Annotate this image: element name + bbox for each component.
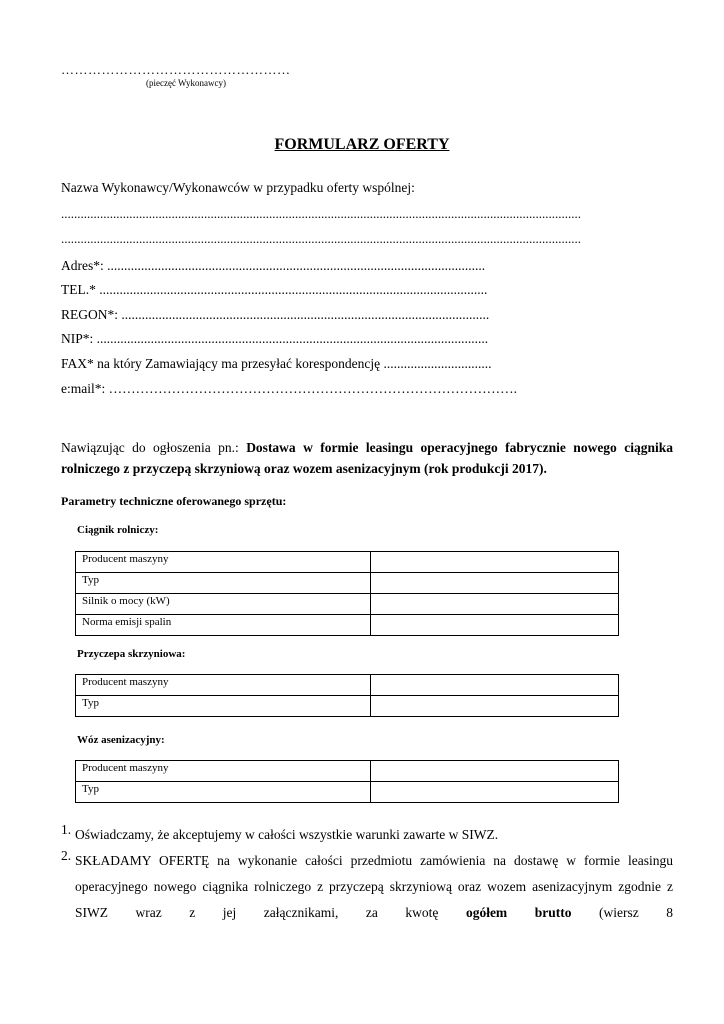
row-label: Norma emisji spalin	[76, 615, 371, 636]
table-row	[76, 675, 619, 696]
row-label: Producent maszyny	[76, 761, 371, 782]
row-label: Typ	[76, 696, 371, 717]
contractor-name-line-2[interactable]: ................................................................................................................................................................	[61, 231, 581, 246]
regon-field[interactable]: REGON*: .............................................................................................................	[61, 307, 490, 322]
declaration-bold-amount: ogółem brutto	[465, 905, 572, 920]
stamp-dotted-line: ……………………………………………	[61, 62, 291, 77]
table-row	[76, 615, 619, 636]
declaration-text	[75, 848, 673, 926]
value-cell[interactable]	[371, 573, 619, 594]
trailer-heading: Przyczepa skrzyniowa:	[77, 648, 186, 660]
row-label: Producent maszyny	[76, 675, 371, 696]
table-row	[76, 696, 619, 717]
intro-paragraph	[61, 437, 673, 479]
value-cell[interactable]	[371, 675, 619, 696]
value-cell[interactable]	[371, 594, 619, 615]
table-row	[76, 782, 619, 803]
value-cell[interactable]	[371, 615, 619, 636]
row-label: Silnik o mocy (kW)	[76, 594, 371, 615]
tanker-table	[75, 760, 619, 803]
fax-field[interactable]: FAX* na który Zamawiający ma przesyłać korespondencję ................................	[61, 356, 492, 371]
email-field[interactable]: e:mail*: ……………………………………………………………………………….	[61, 381, 517, 396]
tractor-table	[75, 551, 619, 636]
value-cell[interactable]	[371, 552, 619, 573]
list-number: 2.	[61, 848, 72, 863]
tanker-heading: Wóz asenizacyjny:	[77, 734, 165, 746]
declaration-text-part: (wiersz 8	[571, 905, 673, 920]
page-title: FORMULARZ OFERTY	[274, 136, 450, 153]
table-row	[76, 552, 619, 573]
contractor-name-label: Nazwa Wykonawcy/Wykonawców w przypadku oferty wspólnej:	[61, 180, 415, 195]
value-cell[interactable]	[371, 782, 619, 803]
row-label: Typ	[76, 573, 371, 594]
tractor-heading: Ciągnik rolniczy:	[77, 524, 159, 536]
declaration-text-part: SKŁADAMY OFERTĘ na wykonanie całości przedmiotu zamówienia na dostawę w formie leasingu operacyjnego nowego ciągnika rolniczego z przyczepą skrzyniową oraz wozem asenizacyjnym zgodnie z SIWZ wraz z jej załącznikami, za kwotę	[75, 853, 673, 920]
tel-field[interactable]: TEL.* ...................................................................................................................	[61, 282, 488, 297]
address-field[interactable]: Adres*: ................................................................................................................	[61, 258, 486, 273]
value-cell[interactable]	[371, 761, 619, 782]
value-cell[interactable]	[371, 696, 619, 717]
intro-prefix: Nawiązując do ogłoszenia pn.:	[61, 440, 247, 455]
row-label: Typ	[76, 782, 371, 803]
list-number: 1.	[61, 822, 72, 837]
nip-field[interactable]: NIP*: ....................................................................................................................	[61, 331, 489, 346]
intro-tender-name: Dostawa w formie leasingu operacyjnego fabrycznie nowego ciągnika rolniczego z przyczepą skrzyniową oraz wozem asenizacyjnym (rok produkcji 2017).	[61, 440, 673, 476]
table-row	[76, 573, 619, 594]
params-heading: Parametry techniczne oferowanego sprzętu:	[61, 494, 287, 508]
declaration-text: Oświadczamy, że akceptujemy w całości wszystkie warunki zawarte w SIWZ.	[75, 827, 499, 842]
declaration-1	[61, 822, 673, 848]
table-row	[76, 761, 619, 782]
trailer-table	[75, 674, 619, 717]
table-row	[76, 594, 619, 615]
row-label: Producent maszyny	[76, 552, 371, 573]
contractor-name-line-1[interactable]: ................................................................................................................................................................	[61, 206, 581, 221]
declaration-2	[61, 848, 673, 926]
stamp-label: (pieczęć Wykonawcy)	[146, 78, 226, 88]
